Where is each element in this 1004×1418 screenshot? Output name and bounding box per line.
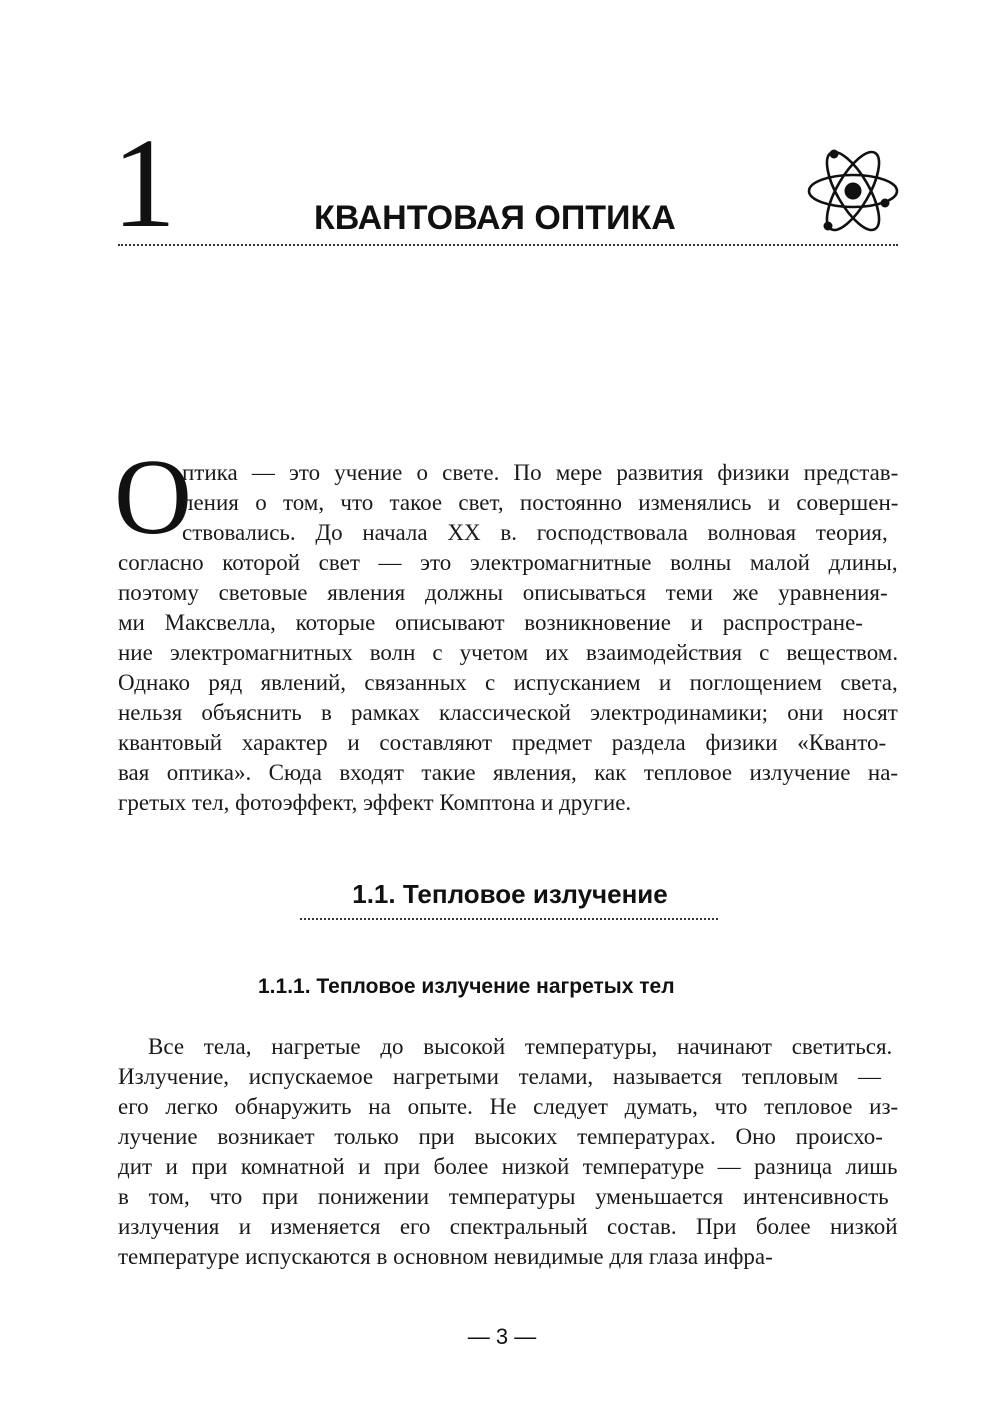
text-line: согласно которой свет — это электромагнитные волны малой длины,	[118, 550, 898, 575]
page-number: — 3 —	[467, 1324, 537, 1349]
text-line: ние электромагнитных волн с учетом их взаимодействия с веществом.	[118, 640, 899, 665]
text-line: квантовый характер и составляют предмет раздела физики «Кванто-	[118, 730, 887, 755]
section-title: 1.1. Тепловое излучение	[352, 879, 668, 909]
text-line: вая оптика». Сюда входят такие явления, как тепловое излучение на-	[118, 760, 899, 785]
subsection-title: 1.1.1. Тепловое излучение нагретых тел	[258, 975, 675, 998]
text-line: птика — это учение о свете. По мере развития физики представ-	[182, 460, 899, 485]
text-line: его легко обнаружить на опыте. Не следует думать, что тепловое из-	[118, 1094, 899, 1119]
text-line: излучения и изменяется его спектральный состав. При более низкой	[118, 1214, 898, 1239]
atom-icon	[806, 146, 900, 236]
section-dotted-rule	[300, 918, 718, 920]
drop-cap: О	[114, 438, 192, 557]
text-line: поэтому световые явления должны описываться теми же уравнения-	[118, 580, 888, 605]
text-line: нельзя объяснить в рамках классической электродинамики; они носят	[118, 700, 898, 725]
chapter-title: КВАНТОВАЯ ОПТИКА	[314, 199, 676, 237]
text-line: ления о том, что такое свет, постоянно изменялись и совершен-	[182, 490, 899, 515]
text-line: Однако ряд явлений, связанных с испусканием и поглощением света,	[118, 670, 898, 695]
text-line: ми Максвелла, которые описывают возникновение и распростране-	[118, 610, 863, 635]
text-line: ствовались. До начала XX в. господствовала волновая теория,	[182, 520, 888, 545]
text-line: температуре испускаются в основном невидимые для глаза инфра-	[118, 1244, 773, 1269]
text-line: дит и при комнатной и при более низкой температуре — разница лишь	[118, 1154, 898, 1179]
chapter-number: 1	[112, 112, 176, 254]
header-dotted-rule	[118, 244, 898, 246]
text-line: гретых тел, фотоэффект, эффект Комптона и другие.	[118, 790, 632, 815]
text-line: Излучение, испускаемое нагретыми телами, называется тепловым —	[118, 1064, 881, 1089]
text-line: лучение возникает только при высоких температурах. Оно происхо-	[118, 1124, 883, 1149]
text-line: Все тела, нагретые до высокой температуры, начинают светиться.	[148, 1034, 893, 1059]
text-line: в том, что при понижении температуры уменьшается интенсивность	[118, 1184, 889, 1209]
